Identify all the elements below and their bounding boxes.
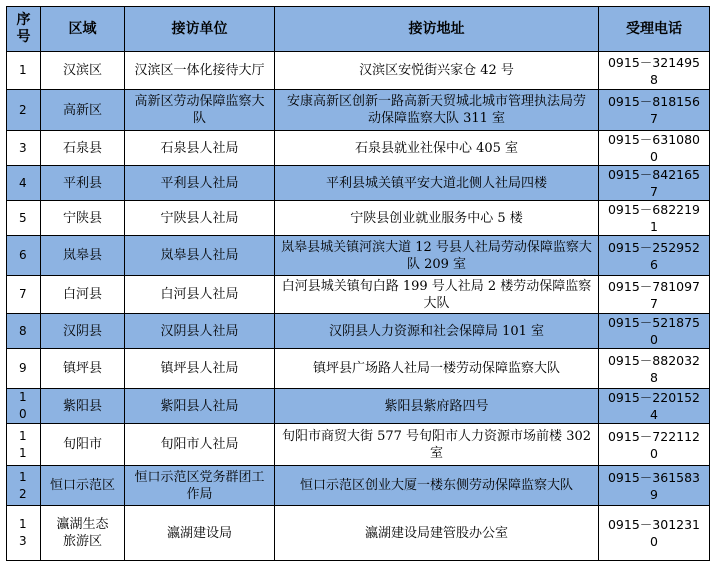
header-address: 接访地址: [275, 7, 599, 52]
row-unit: 白河县人社局: [125, 276, 275, 314]
header-row: [7, 7, 710, 52]
table-row: [7, 314, 710, 349]
row-unit: 恒口示范区党务群团工作局: [125, 466, 275, 506]
row-index: 7: [7, 276, 41, 314]
row-phone: 0915－2529526: [599, 236, 710, 276]
row-phone: 0915－2201524: [599, 389, 710, 424]
table-row: [7, 424, 710, 466]
row-address: 白河县城关镇旬白路 199 号人社局 2 楼劳动保障监察大队: [275, 276, 599, 314]
header-index: 序号: [7, 7, 41, 52]
row-region: 高新区: [41, 90, 125, 131]
row-index: 12: [7, 466, 41, 506]
row-address: 镇坪县广场路人社局一楼劳动保障监察大队: [275, 349, 599, 389]
row-unit: 汉阴县人社局: [125, 314, 275, 349]
table-row: [7, 276, 710, 314]
row-region: 岚皋县: [41, 236, 125, 276]
row-address: 汉滨区安悦街兴家仓 42 号: [275, 52, 599, 90]
row-index: 13: [7, 506, 41, 561]
row-phone: 0915－6310800: [599, 131, 710, 166]
table-row: [7, 349, 710, 389]
row-unit: 平利县人社局: [125, 166, 275, 201]
row-region: 平利县: [41, 166, 125, 201]
table-row: [7, 506, 710, 561]
row-region: 宁陕县: [41, 201, 125, 236]
row-unit: 石泉县人社局: [125, 131, 275, 166]
row-unit: 岚皋县人社局: [125, 236, 275, 276]
header-phone: 受理电话: [599, 7, 710, 52]
table-row: [7, 166, 710, 201]
row-phone: 0915－8820328: [599, 349, 710, 389]
row-phone: 0915－8421657: [599, 166, 710, 201]
row-region: 瀛湖生态旅游区: [41, 506, 125, 561]
row-index: 2: [7, 90, 41, 131]
row-index: 11: [7, 424, 41, 466]
row-address: 安康高新区创新一路高新天贸城北城市管理执法局劳动保障监察大队 311 室: [275, 90, 599, 131]
row-region: 石泉县: [41, 131, 125, 166]
row-phone: 0915－3615839: [599, 466, 710, 506]
table-row: [7, 466, 710, 506]
row-region: 白河县: [41, 276, 125, 314]
row-phone: 0915－7810977: [599, 276, 710, 314]
row-address: 岚皋县城关镇河滨大道 12 号县人社局劳动保障监察大队 209 室: [275, 236, 599, 276]
row-index: 10: [7, 389, 41, 424]
row-address: 旬阳市商贸大街 577 号旬阳市人力资源市场前楼 302 室: [275, 424, 599, 466]
row-index: 1: [7, 52, 41, 90]
row-address: 宁陕县创业就业服务中心 5 楼: [275, 201, 599, 236]
row-address: 石泉县就业社保中心 405 室: [275, 131, 599, 166]
table-row: [7, 52, 710, 90]
table-row: [7, 90, 710, 131]
row-region: 恒口示范区: [41, 466, 125, 506]
row-region: 旬阳市: [41, 424, 125, 466]
row-phone: 0915－8181567: [599, 90, 710, 131]
row-region: 镇坪县: [41, 349, 125, 389]
table-row: [7, 236, 710, 276]
row-phone: 0915－3012310: [599, 506, 710, 561]
row-index: 9: [7, 349, 41, 389]
row-index: 6: [7, 236, 41, 276]
row-region: 汉滨区: [41, 52, 125, 90]
row-phone: 0915－6822191: [599, 201, 710, 236]
row-unit: 旬阳市人社局: [125, 424, 275, 466]
complaint-reception-table: [6, 6, 710, 561]
row-unit: 镇坪县人社局: [125, 349, 275, 389]
row-region: 紫阳县: [41, 389, 125, 424]
row-index: 4: [7, 166, 41, 201]
row-address: 平利县城关镇平安大道北侧人社局四楼: [275, 166, 599, 201]
row-region: 汉阴县: [41, 314, 125, 349]
row-unit: 紫阳县人社局: [125, 389, 275, 424]
row-index: 8: [7, 314, 41, 349]
row-phone: 0915－5218750: [599, 314, 710, 349]
row-address: 瀛湖建设局建管股办公室: [275, 506, 599, 561]
row-unit: 宁陕县人社局: [125, 201, 275, 236]
row-unit: 高新区劳动保障监察大队: [125, 90, 275, 131]
row-address: 恒口示范区创业大厦一楼东侧劳动保障监察大队: [275, 466, 599, 506]
header-unit: 接访单位: [125, 7, 275, 52]
row-unit: 汉滨区一体化接待大厅: [125, 52, 275, 90]
table-row: [7, 201, 710, 236]
row-phone: 0915－3214958: [599, 52, 710, 90]
row-unit: 瀛湖建设局: [125, 506, 275, 561]
row-address: 紫阳县紫府路四号: [275, 389, 599, 424]
row-index: 3: [7, 131, 41, 166]
table-row: [7, 389, 710, 424]
table-row: [7, 131, 710, 166]
row-index: 5: [7, 201, 41, 236]
row-phone: 0915－7221120: [599, 424, 710, 466]
row-address: 汉阴县人力资源和社会保障局 101 室: [275, 314, 599, 349]
header-region: 区域: [41, 7, 125, 52]
